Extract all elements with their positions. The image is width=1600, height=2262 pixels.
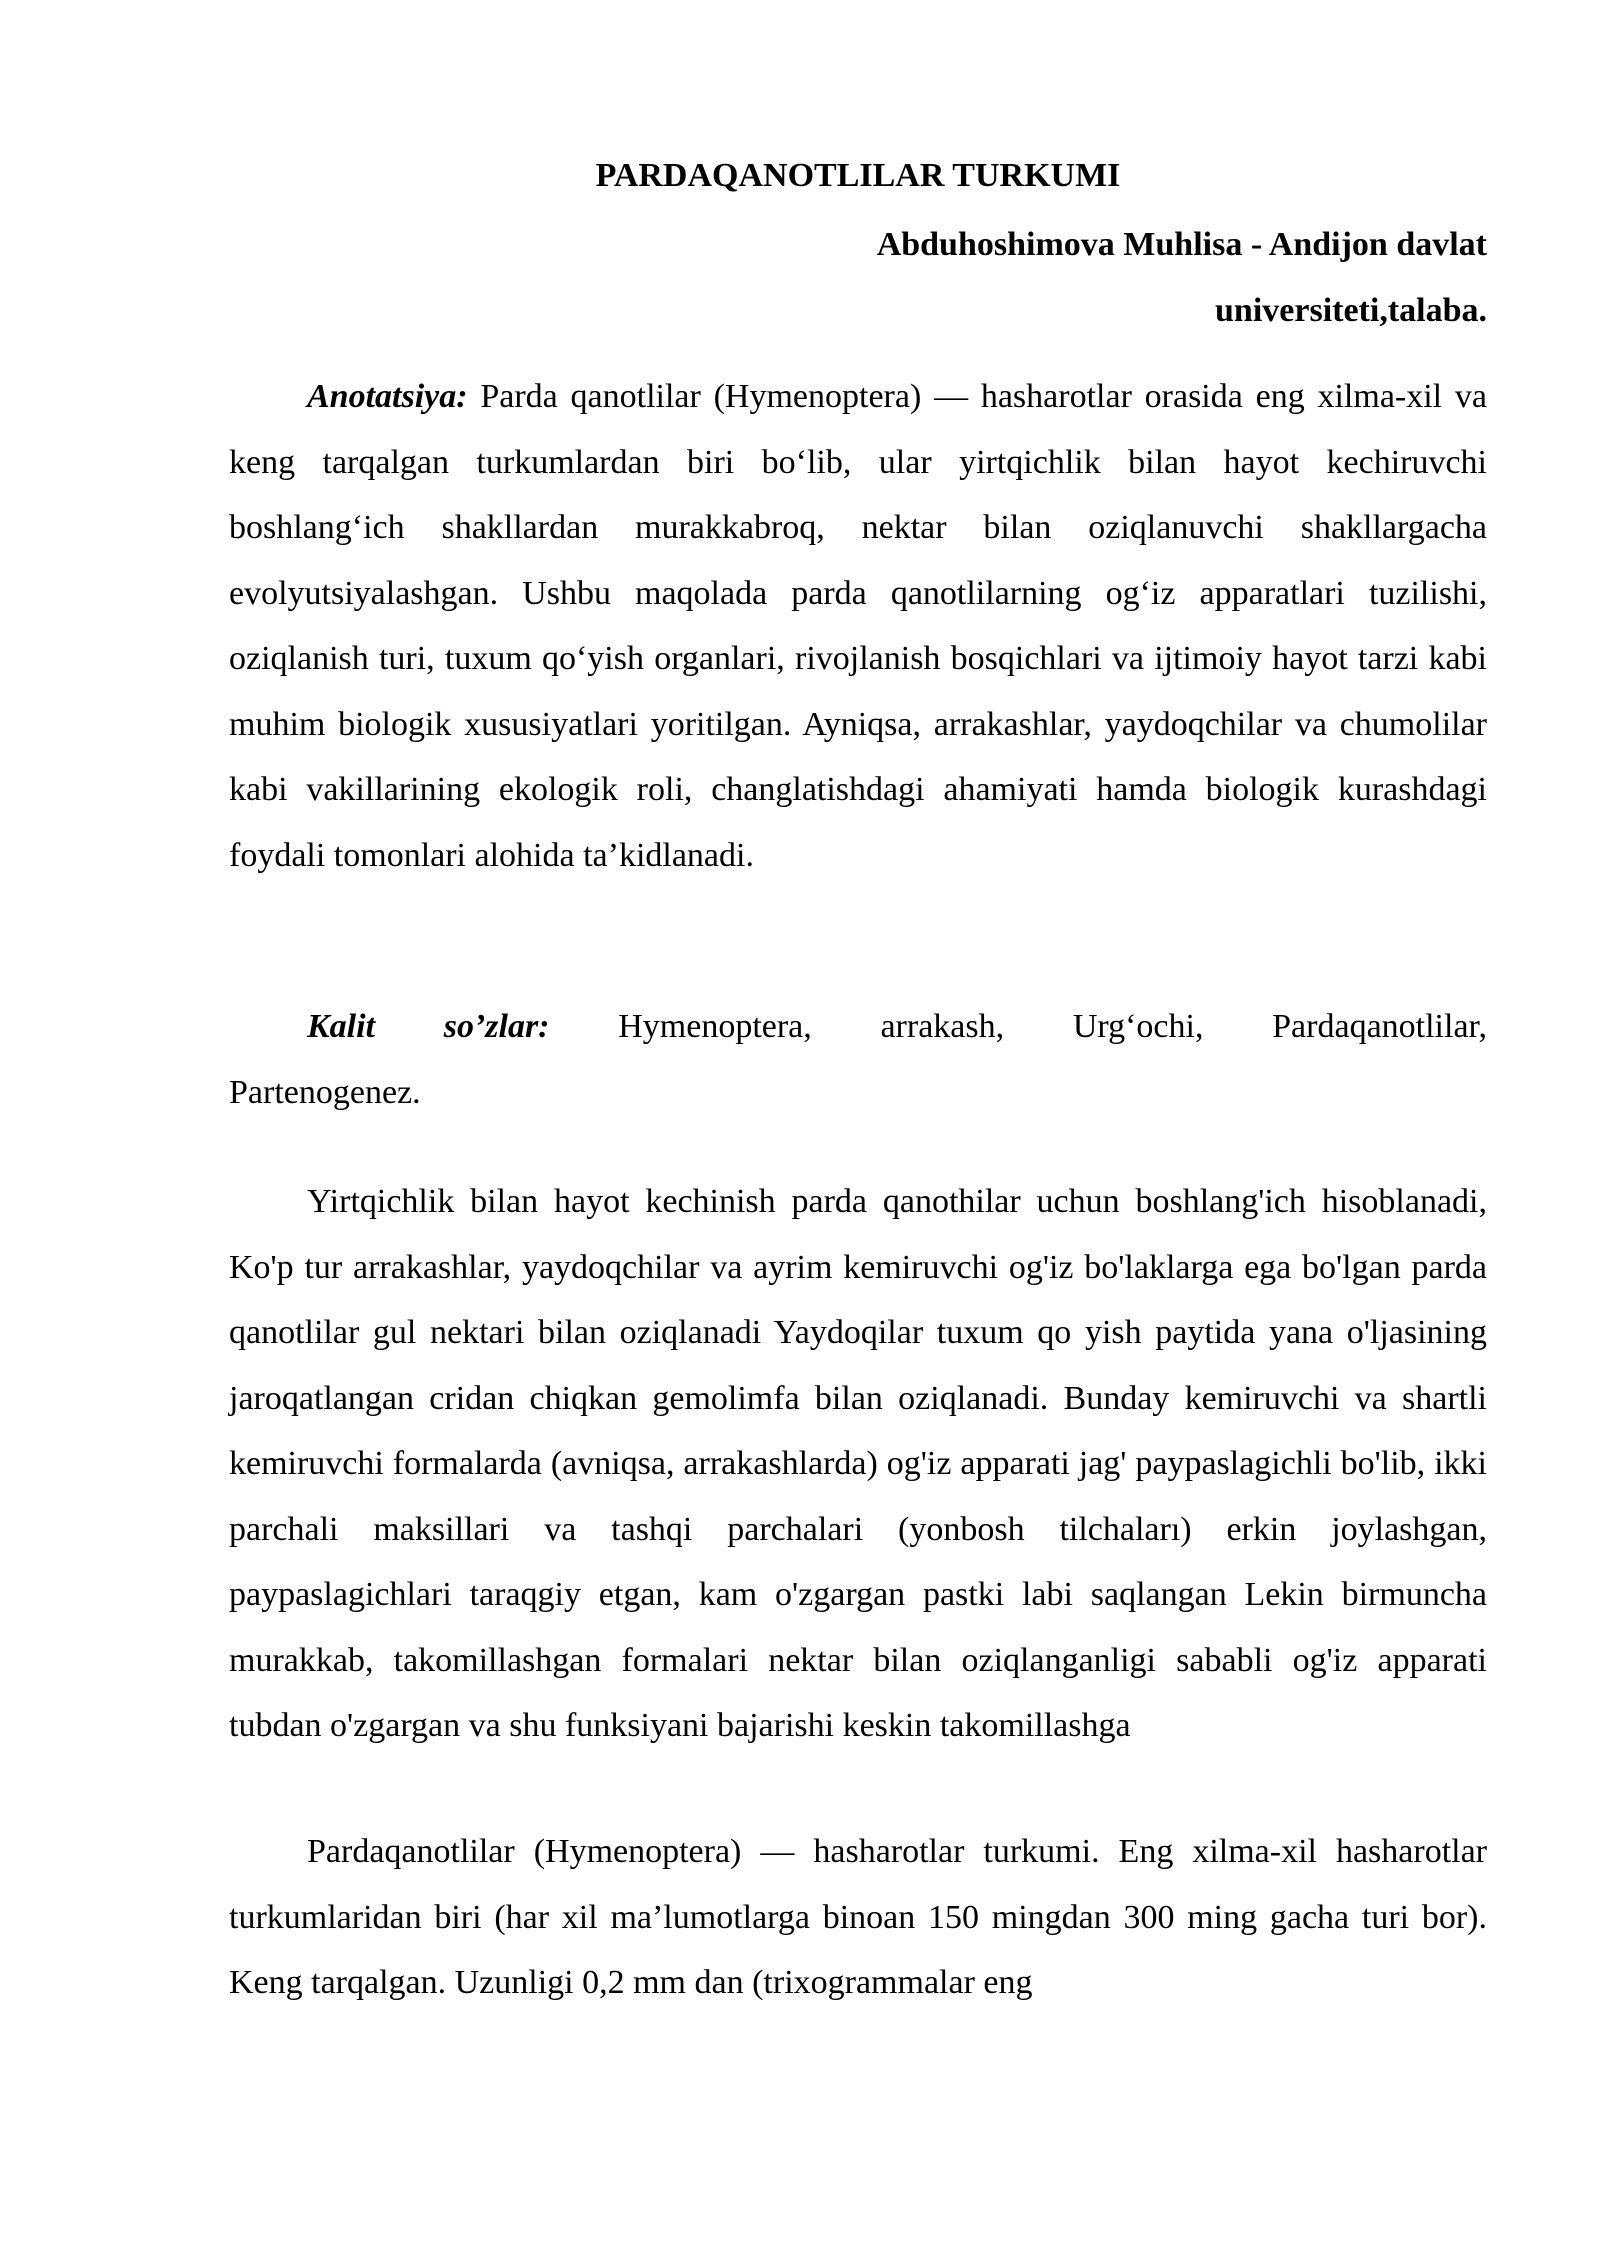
keywords-text: Hymenoptera, arrakash, Urg‘ochi, Pardaqanotlilar, Partenogenez. — [229, 1008, 1487, 1111]
author-line-2: universiteti,talaba. — [1215, 292, 1487, 329]
abstract-label: Anotatsiya: — [307, 378, 468, 415]
article-title: PARDAQANOTLILAR TURKUMI — [595, 157, 1121, 194]
author-line-1: Abduhoshimova Muhlisa - Andijon davlat — [876, 226, 1487, 263]
abstract-paragraph — [229, 364, 1487, 888]
body-paragraph-2: Pardaqanotlilar (Hymenoptera) — hasharotlar turkumi. Eng xilma-xil hasharotlar turkumlaridan biri (har xil ma’lumotlarga binoan 150 mingdan 300 ming gacha turi bor). Keng tarqalgan. Uzunligi 0,2 mm dan (trixogrammalar eng — [229, 1833, 1487, 2001]
abstract-text: Parda qanotlilar (Hymenoptera) — hasharotlar orasida eng xilma-xil va keng tarqalgan turkumlardan biri bo‘lib, ular yirtqichlik bilan hayot kechiruvchi boshlang‘ich shakllardan murakkabroq, nektar bilan oziqlanuvchi shakllargacha evolyutsiyalashgan. Ushbu maqolada parda qanotlilarning og‘iz apparatlari tuzilishi, oziqlanish turi, tuxum qo‘yish organlari, rivojlanish bosqichlari va ijtimoiy hayot tarzi kabi muhim biologik xususiyatlari yoritilgan. Ayniqsa, arrakashlar, yaydoqchilar va chumolilar kabi vakillarining ekologik roli, changlatishdagi ahamiyati hamda biologik kurashdagi foydali tomonlari alohida ta’kidlanadi. — [229, 378, 1487, 874]
body-paragraph-1: Yirtqichlik bilan hayot kechinish parda qanothilar uchun boshlang'ich hisoblanadi, Ko'p tur arrakashlar, yaydoqchilar va ayrim kemiruvchi og'iz bo'laklarga ega bo'lgan parda qanotlilar gul nektari bilan oziqlanadi Yaydoqilar tuxum qo yish paytida yana o'ljasining jaroqatlangan cridan chiqkan gemolimfa bilan oziqlanadi. Bunday kemiruvchi va shartli kemiruvchi formalarda (avniqsa, arrakashlarda) og'iz apparati jag' paypaslagichli bo'lib, ikki parchali maksillari va tashqi parchalari (yonbosh tilchaları) erkin joylashgan, paypaslagichlari taraqgiy etgan, kam o'zgargan pastki labi saqlangan Lekin birmuncha murakkab, takomillashgan formalari nektar bilan oziqlanganligi sababli og'iz apparati tubdan o'zgargan va shu funksiyani bajarishi keskin takomillashga — [229, 1183, 1487, 1744]
keywords-label: Kalit so’zlar: — [307, 1008, 550, 1045]
keywords-paragraph — [229, 994, 1487, 1125]
